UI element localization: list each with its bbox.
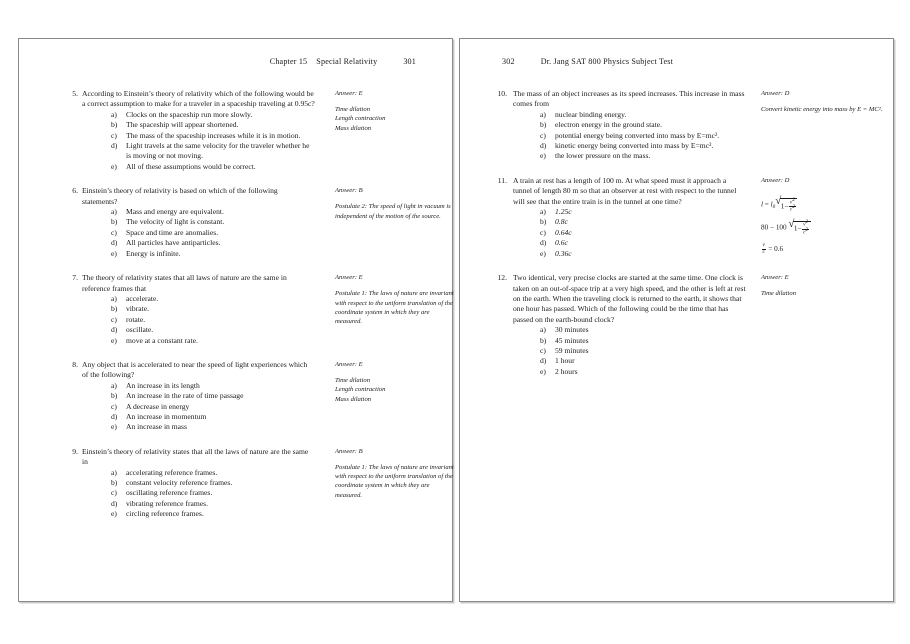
choice-9b-text: constant velocity reference frames. [126,478,233,487]
question-7-choices [65,294,315,346]
question-6-choices [65,207,315,259]
choice-11a[interactable] [540,207,746,217]
choice-10a[interactable] [540,110,746,120]
choice-10c-label: c) [540,130,546,140]
choice-12d-label: d) [540,356,547,366]
choice-9b[interactable] [111,478,315,488]
page-right [459,38,894,602]
question-8-body [65,360,315,433]
question-7-margin-note [335,273,455,326]
question-12-margin-note [761,273,885,298]
choice-6e-label: e) [111,248,117,258]
question-11-stem-row [494,176,746,207]
question-11-formula-2: 80 − 100 √ 1− $\frac{v^2}{c^2}$ [761,220,885,236]
choice-5c-text: The mass of the spaceship increases while it is in motion. [126,130,301,140]
choice-5e-text: All of these assumptions would be correct. [126,161,256,171]
choice-6a-label: a) [111,207,117,217]
question-8-note-line-2: Length contraction [335,386,386,394]
choice-8e-text: An increase in mass [126,422,187,432]
choice-11d-text: 0.6c [555,238,568,248]
choice-8e[interactable] [111,422,315,432]
choice-6e-text: Energy is infinite. [126,248,181,258]
page-number-301: 301 [403,57,416,66]
choice-9d-text: vibrating reference frames. [126,498,209,508]
choice-8d-text: An increase in momentum [126,411,207,421]
choice-10d-label: d) [540,141,547,151]
question-10-answer: Answer: D [761,90,790,97]
question-6-answer: Answer: B [335,187,363,195]
choice-9c[interactable] [111,488,315,498]
choice-7a-label: a) [111,293,117,303]
choice-11e[interactable] [540,249,746,259]
choice-6e[interactable] [111,249,315,259]
choice-5b-text: The spaceship will appear shortened. [126,120,239,130]
question-10-note-line-1: Convert kinetic energy into mass by E = MC². [761,106,883,114]
question-9-note-line-1: Postulate 1: The laws of nature are invariant with respect to the uniform translation of the coordinate system in which they are measured. [335,463,454,499]
choice-9a-label: a) [111,467,117,477]
question-10-stem-row [494,89,746,110]
choice-5d[interactable] [111,141,315,162]
question-8-stem: Any object that is accelerated to near the speed of light experiences which of the following? [82,359,308,380]
choice-7a[interactable] [111,294,315,304]
choice-9e-label: e) [111,509,117,519]
choice-11a-text: 1.25c [555,207,572,217]
choice-9c-label: c) [111,488,117,498]
choice-8a-text: An increase in its length [126,380,200,390]
question-8-note-line-3: Mass dilation [335,395,372,403]
choice-12e-text: 2 hours [555,366,578,376]
question-9-stem: Einstein’s theory of relativity states that all the laws of nature are the same in [82,446,309,467]
choice-10e-label: e) [540,151,546,161]
choice-6a-text: Mass and energy are equivalent. [126,207,224,217]
question-7 [39,273,454,346]
choice-12a[interactable] [540,325,746,335]
question-11-body [494,176,746,259]
choice-11c-label: c) [540,227,546,237]
choice-11e-text: 0.36c [555,248,572,258]
question-11-stem: A train at rest has a length of 100 m. At what speed must it approach a tunnel of length 80 m so that an observer at rest with respect to the tunnel will see that the entire train is in the tunnel at one time? [513,175,737,206]
choice-10d[interactable] [540,141,746,151]
page-right-content [460,39,893,601]
choice-6c-label: c) [111,227,117,237]
question-7-answer: Answer: E [335,274,363,282]
question-5-margin-note [335,89,455,133]
question-8-note-line-1: Time dilation [335,377,370,385]
question-6-stem-row [65,186,315,207]
choice-11d-label: d) [540,238,547,248]
choice-10c-text: potential energy being converted into mass by E=mc². [555,130,720,140]
question-11-choices [494,207,746,259]
choice-8d-label: d) [111,411,118,421]
choice-11a-label: a) [540,207,546,217]
question-9 [39,446,454,520]
choice-10d-text: kinetic energy being converted into mass by E=mc². [555,141,714,151]
question-9-stem-row [65,447,315,468]
choice-6c-text: Space and time are anomalies. [126,227,219,237]
question-9-body [65,447,315,520]
choice-5c[interactable] [111,131,315,141]
question-5-note-line-3: Mass dilation [335,124,372,132]
choice-6b-text: The velocity of light is constant. [126,217,225,227]
question-8-answer: Answer: E [335,360,363,368]
question-7-number: 7. [72,273,78,283]
book-title: Dr. Jang SAT 800 Physics Subject Test [540,57,674,66]
choice-8b[interactable] [111,391,315,401]
question-10-choices [494,110,746,162]
page-number-302: 302 [502,57,515,66]
question-7-note-line-1: Postulate 1: The laws of nature are invariant with respect to the uniform translation of the coordinate system in which they are measured. [335,290,454,325]
choice-7c[interactable] [111,315,315,325]
choice-7e-label: e) [111,335,117,345]
choice-9b-label: b) [111,478,118,487]
choice-12b-text: 45 minutes [555,335,589,345]
question-5-body [65,89,315,172]
question-12-stem: Two identical, very precise clocks are started at the same time. One clock is taken on an out-of-space trip at a very high speed, and the other is left at rest on the earth. When the traveling clock is returned to the earth, it shows that one hour has passed. Which of the following could be the time that has passed on the earth-bound clock? [513,273,746,324]
question-8-number: 8. [72,359,78,369]
choice-12a-label: a) [540,325,546,335]
choice-5e-label: e) [111,161,117,171]
question-11-margin-note [761,176,885,263]
choice-5a[interactable] [111,110,315,120]
question-5 [39,89,432,172]
choice-8e-label: e) [111,422,117,432]
question-7-body [65,273,315,346]
choice-9a-text: accelerating reference frames. [126,467,218,477]
question-7-stem: The theory of relativity states that all laws of nature are the same in reference frames that [82,273,287,293]
choice-9a[interactable] [111,468,315,478]
choice-5d-text: Light travels at the same velocity for the traveler whether he is moving or not moving. [126,141,310,161]
choice-5c-label: c) [111,130,117,140]
question-12-body [494,273,746,377]
choice-9c-text: oscillating reference frames. [126,488,213,498]
choice-7a-text: accelerate. [126,293,159,303]
choice-8b-label: b) [111,391,118,401]
question-9-choices [65,468,315,520]
question-11-answer: Answer: D [761,176,790,184]
question-5-choices [65,110,315,172]
choice-12a-text: 30 minutes [555,325,589,335]
choice-8a-label: a) [111,380,117,390]
choice-5b-label: b) [111,120,118,130]
choice-6b-label: b) [111,217,118,227]
chapter-title: Special Relativity [316,57,378,66]
choice-12e[interactable] [540,367,746,377]
chapter-label: Chapter 15 [269,57,308,66]
choice-12b-label: b) [540,335,547,345]
choice-6b[interactable] [111,217,315,227]
choice-11b-label: b) [540,217,547,227]
question-10-body [494,89,746,162]
question-5-note-line-2: Length contraction [335,115,386,123]
choice-10b-text: electron energy in the ground state. [555,120,662,130]
choice-5b[interactable] [111,120,315,130]
question-11 [480,176,873,259]
question-9-number: 9. [72,446,78,456]
question-5-stem-row [65,89,315,110]
question-10-margin-note [761,89,885,114]
choice-11c-text: 0.64c [555,227,572,237]
question-6-margin-note [335,186,455,221]
question-10 [480,89,883,162]
choice-6c[interactable] [111,228,315,238]
choice-12c[interactable] [540,346,746,356]
choice-12c-label: c) [540,345,546,355]
choice-12e-label: e) [540,366,546,376]
choice-9d-label: d) [111,498,118,508]
choice-9e-text: circling reference frames. [126,509,204,519]
choice-12d[interactable] [540,356,746,366]
choice-8c-text: A decrease in energy [126,401,190,411]
question-6-body [65,186,315,259]
question-6-number: 6. [72,186,78,196]
question-8-choices [65,381,315,433]
choice-6d-text: All particles have antiparticles. [126,238,221,248]
choice-7b[interactable] [111,304,315,314]
choice-10a-label: a) [540,109,546,119]
choice-8c-label: c) [111,401,117,411]
choice-12b[interactable] [540,336,746,346]
choice-7d[interactable] [111,325,315,335]
choice-12d-text: 1 hour [555,356,575,366]
choice-12c-text: 59 minutes [555,345,589,355]
question-11-number: 11. [497,175,507,185]
question-10-stem: The mass of an object increases as its speed increases. This increase in mass comes from [513,89,745,109]
question-12-note-line-1: Time dilation [761,290,796,298]
question-8-stem-row [65,360,315,381]
choice-5a-text: Clocks on the spaceship run more slowly. [126,109,253,119]
choice-10a-text: nuclear binding energy. [555,109,627,119]
choice-10b-label: b) [540,120,547,130]
running-head-right-page [480,57,873,71]
choice-10b[interactable] [540,120,746,130]
question-9-answer: Answer: B [335,447,363,455]
question-12-answer: Answer: E [761,274,789,282]
choice-11d[interactable] [540,238,746,248]
question-12-choices [494,325,746,377]
question-9-margin-note [335,447,455,500]
choice-7b-label: b) [111,304,118,314]
choice-6d[interactable] [111,238,315,248]
choice-8a[interactable] [111,381,315,391]
choice-7b-text: vibrate. [126,304,149,314]
choice-11c[interactable] [540,228,746,238]
choice-11b-text: 0.8c [555,217,568,227]
question-6 [39,186,451,259]
choice-8c[interactable] [111,402,315,412]
choice-11e-label: e) [540,248,546,258]
question-11-formula-3: $\frac{v}{c}$ = 0.6 [762,241,784,255]
choice-6a[interactable] [111,207,315,217]
question-12-stem-row [494,273,746,325]
choice-5e[interactable] [111,162,315,172]
question-10-number: 10. [497,89,507,98]
choice-8d[interactable] [111,412,315,422]
choice-5d-label: d) [111,141,118,151]
choice-7e[interactable] [111,336,315,346]
question-12-number: 12. [497,273,507,283]
choice-7d-label: d) [111,325,118,335]
page-left [18,38,453,602]
choice-5a-label: a) [111,109,117,119]
running-head-left-page [39,57,432,71]
choice-7c-label: c) [111,314,117,324]
question-8 [39,360,432,433]
question-11-formula-1: $l = l_0$ √ 1− $\frac{v^2}{c^2}$ [761,197,885,213]
choice-9e[interactable] [111,509,315,519]
question-5-note-line-1: Time dilation [335,106,370,114]
question-12 [480,273,873,377]
question-5-answer: Answer: E [335,90,363,97]
choice-7e-text: move at a constant rate. [126,335,198,345]
question-6-note-line-1: Postulate 2: The speed of light in vacuum is independent of the motion of the source. [335,203,451,220]
choice-9d[interactable] [111,499,315,509]
choice-7d-text: oscillate. [126,325,154,335]
choice-10e-text: the lower pressure on the mass. [555,151,651,161]
question-8-margin-note [335,360,455,404]
page-left-content [19,39,452,601]
choice-7c-text: rotate. [126,314,146,324]
question-6-stem: Einstein’s theory of relativity is based on which of the following statements? [82,186,278,206]
choice-8b-text: An increase in the rate of time passage [126,391,244,401]
choice-6d-label: d) [111,238,118,248]
choice-11b[interactable] [540,217,746,227]
choice-10e[interactable] [540,151,746,161]
question-5-number: 5. [72,89,78,98]
question-7-stem-row [65,273,315,294]
question-5-stem: According to Einstein’s theory of relativity which of the following would be a correct assumption to make for a traveler in a spaceship traveling at 0.95c? [82,89,315,109]
choice-10c[interactable] [540,131,746,141]
